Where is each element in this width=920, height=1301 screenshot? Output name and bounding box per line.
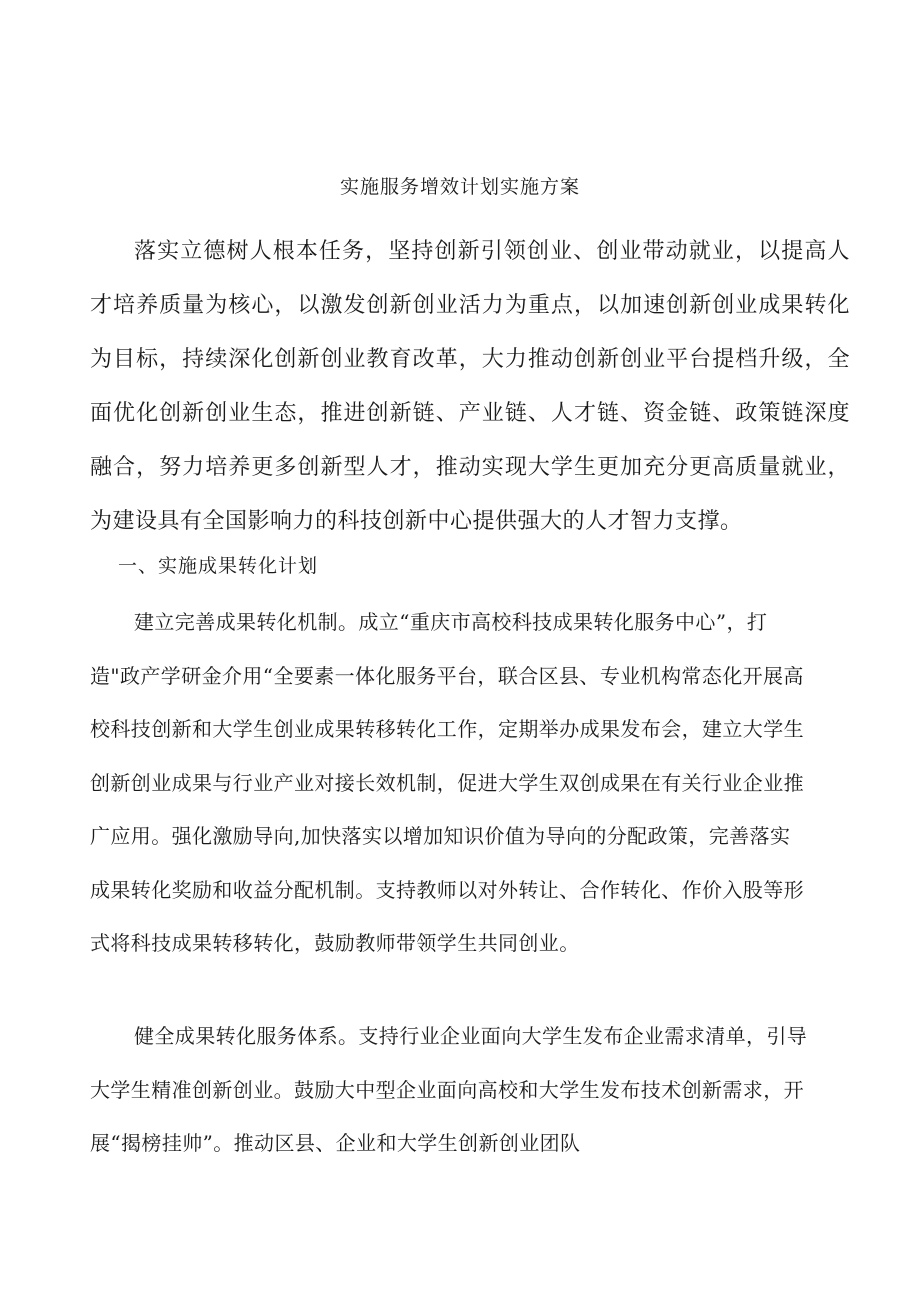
section1-paragraph-2: 健全成果转化服务体系。支持行业企业面向大学生发布企业需求清单，引导大学生精准创新创业。鼓励大中型企业面向高校和大学生发布技术创新需求，开展“揭榜挂帅”。推动区县、企业和大学生创新创业团队 bbox=[90, 1024, 808, 1155]
page-title: 实施服务增效计划实施方案 bbox=[339, 176, 580, 198]
intro-paragraph: 落实立德树人根本任务，坚持创新引领创业、创业带动就业，以提高人才培养质量为核心，以激发创新创业活力为重点，以加速创新创业成果转化为目标，持续深化创新创业教育改革，大力推动创新创业平台提档升级，全面优化创新创业生态，推进创新链、产业链、人才链、资金链、政策链深度融合，努力培养更多创新型人才，推动实现大学生更加充分更高质量就业，为建设具有全国影响力的科技创新中心提供强大的人才智力支撑。 bbox=[90, 239, 850, 534]
section1-paragraph-1: 建立完善成果转化机制。成立“重庆市高校科技成果转化服务中心”，打造"政产学研金介用“全要素一体化服务平台，联合区县、专业机构常态化开展高校科技创新和大学生创业成果转移转化工作，定期举办成果发布会，建立大学生创新创业成果与行业产业对接长效机制，促进大学生双创成果在有关行业企业推广应用。强化激励导向,加快落实以增加知识价值为导向的分配政策，完善落实成果转化奖励和收益分配机制。支持教师以对外转让、合作转化、作价入股等形式将科技成果转移转化，鼓励教师带领学生共同创业。 bbox=[90, 610, 804, 955]
section-heading-1: 一、实施成果转化计划 bbox=[118, 555, 319, 577]
